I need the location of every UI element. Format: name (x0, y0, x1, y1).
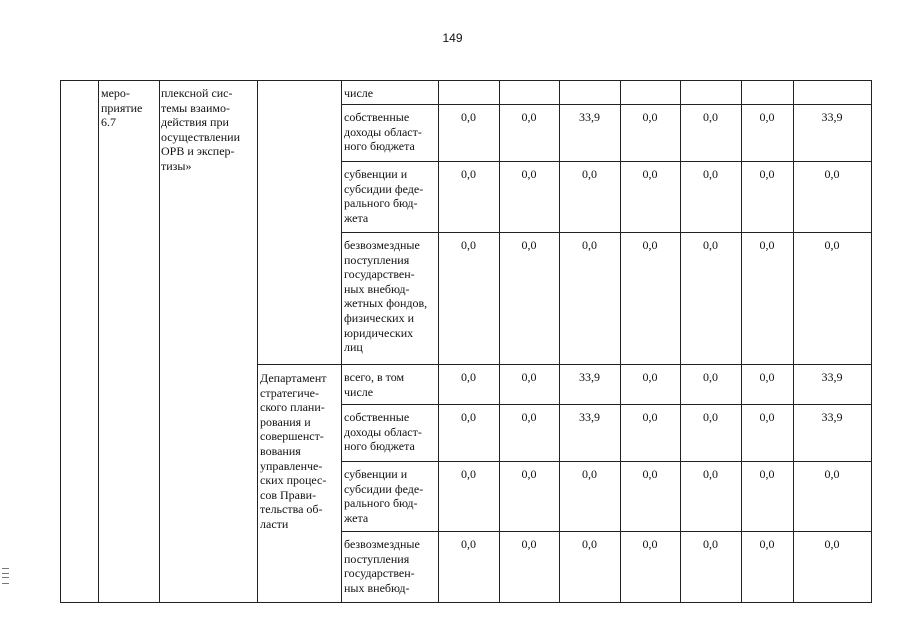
value-cell: 0,0 (759, 238, 775, 252)
border-col5 (438, 80, 439, 603)
value-cell: 33,9 (579, 370, 600, 384)
value-cell: 0,0 (521, 537, 537, 551)
value-cell: 0,0 (461, 167, 476, 181)
value-cell: 0,0 (703, 110, 718, 124)
page-number: 149 (442, 31, 463, 45)
row-divider (341, 404, 872, 405)
row-label: собственные доходы област- ного бюджета (344, 410, 422, 454)
row-label: безвозмездные поступления государствен- ных внебюд- жетных фондов, физических и юридических лиц (344, 238, 428, 355)
row-label: субвенции и субсидии феде- рального бюд- жета (344, 167, 424, 225)
value-cell: 33,9 (821, 410, 843, 424)
border-bottom (60, 602, 872, 603)
value-cell: 0,0 (521, 467, 537, 481)
value-cell: 0,0 (703, 537, 718, 551)
value-cell: 0,0 (703, 410, 718, 424)
value-cell: 0,0 (642, 167, 658, 181)
value-cell: 0,0 (759, 370, 775, 384)
border-col7 (559, 80, 560, 603)
value-cell: 0,0 (521, 410, 537, 424)
value-cell: 0,0 (824, 238, 840, 252)
margin-marks (2, 568, 9, 584)
row-divider (341, 461, 872, 462)
row-divider (257, 364, 872, 365)
row-label: собственные доходы област- ного бюджета (344, 110, 422, 154)
value-cell: 0,0 (521, 370, 537, 384)
border-col4 (341, 80, 342, 603)
value-cell: 0,0 (461, 370, 476, 384)
value-cell: 0,0 (461, 537, 476, 551)
border-col1 (98, 80, 99, 603)
row-divider (341, 161, 872, 162)
value-cell: 33,9 (821, 110, 843, 124)
row-label: безвозмездные поступления государствен- ных внебюд- (344, 537, 420, 595)
border-col10 (741, 80, 742, 603)
row-divider (341, 104, 872, 105)
executor-name: Департамент стратегиче- ского плани- рования и совершенст- вования управленче- ских процес- сов Прави- тельства об- ласти (260, 371, 327, 531)
value-cell: 33,9 (579, 110, 600, 124)
border-col9 (680, 80, 681, 603)
value-cell: 33,9 (821, 370, 843, 384)
value-cell: 33,9 (579, 410, 600, 424)
value-cell: 0,0 (642, 110, 658, 124)
border-col11 (793, 80, 794, 603)
value-cell: 0,0 (642, 410, 658, 424)
row-label: субвенции и субсидии феде- рального бюд- жета (344, 467, 424, 525)
value-cell: 0,0 (703, 238, 718, 252)
value-cell: 0,0 (824, 537, 840, 551)
value-cell: 0,0 (521, 167, 537, 181)
value-cell: 0,0 (642, 238, 658, 252)
border-col6 (499, 80, 500, 603)
value-cell: 0,0 (642, 537, 658, 551)
border-right (871, 80, 872, 603)
value-cell: 0,0 (461, 110, 476, 124)
row-label: числе (344, 86, 374, 100)
value-cell: 0,0 (759, 410, 775, 424)
value-cell: 0,0 (759, 537, 775, 551)
border-col3 (257, 80, 258, 603)
event-label: меро- приятие 6.7 (101, 86, 143, 130)
value-cell: 0,0 (759, 467, 775, 481)
value-cell: 0,0 (521, 238, 537, 252)
border-col8 (620, 80, 621, 603)
value-cell: 0,0 (461, 410, 476, 424)
row-label: всего, в том числе (344, 370, 405, 399)
value-cell: 0,0 (582, 537, 597, 551)
border-top (60, 80, 872, 81)
value-cell: 0,0 (521, 110, 537, 124)
border-left (60, 80, 61, 603)
value-cell: 0,0 (824, 167, 840, 181)
value-cell: 0,0 (642, 370, 658, 384)
value-cell: 0,0 (582, 467, 597, 481)
event-name: плексной сис- темы взаимо- действия при осуществлении ОРВ и экспер- тизы» (161, 86, 240, 173)
border-col2 (159, 80, 160, 603)
value-cell: 0,0 (703, 167, 718, 181)
value-cell: 0,0 (824, 467, 840, 481)
value-cell: 0,0 (759, 167, 775, 181)
value-cell: 0,0 (642, 467, 658, 481)
value-cell: 0,0 (582, 167, 597, 181)
value-cell: 0,0 (703, 467, 718, 481)
budget-table (60, 80, 872, 603)
row-divider (341, 232, 872, 233)
row-divider (341, 531, 872, 532)
value-cell: 0,0 (703, 370, 718, 384)
value-cell: 0,0 (759, 110, 775, 124)
value-cell: 0,0 (461, 467, 476, 481)
value-cell: 0,0 (582, 238, 597, 252)
value-cell: 0,0 (461, 238, 476, 252)
